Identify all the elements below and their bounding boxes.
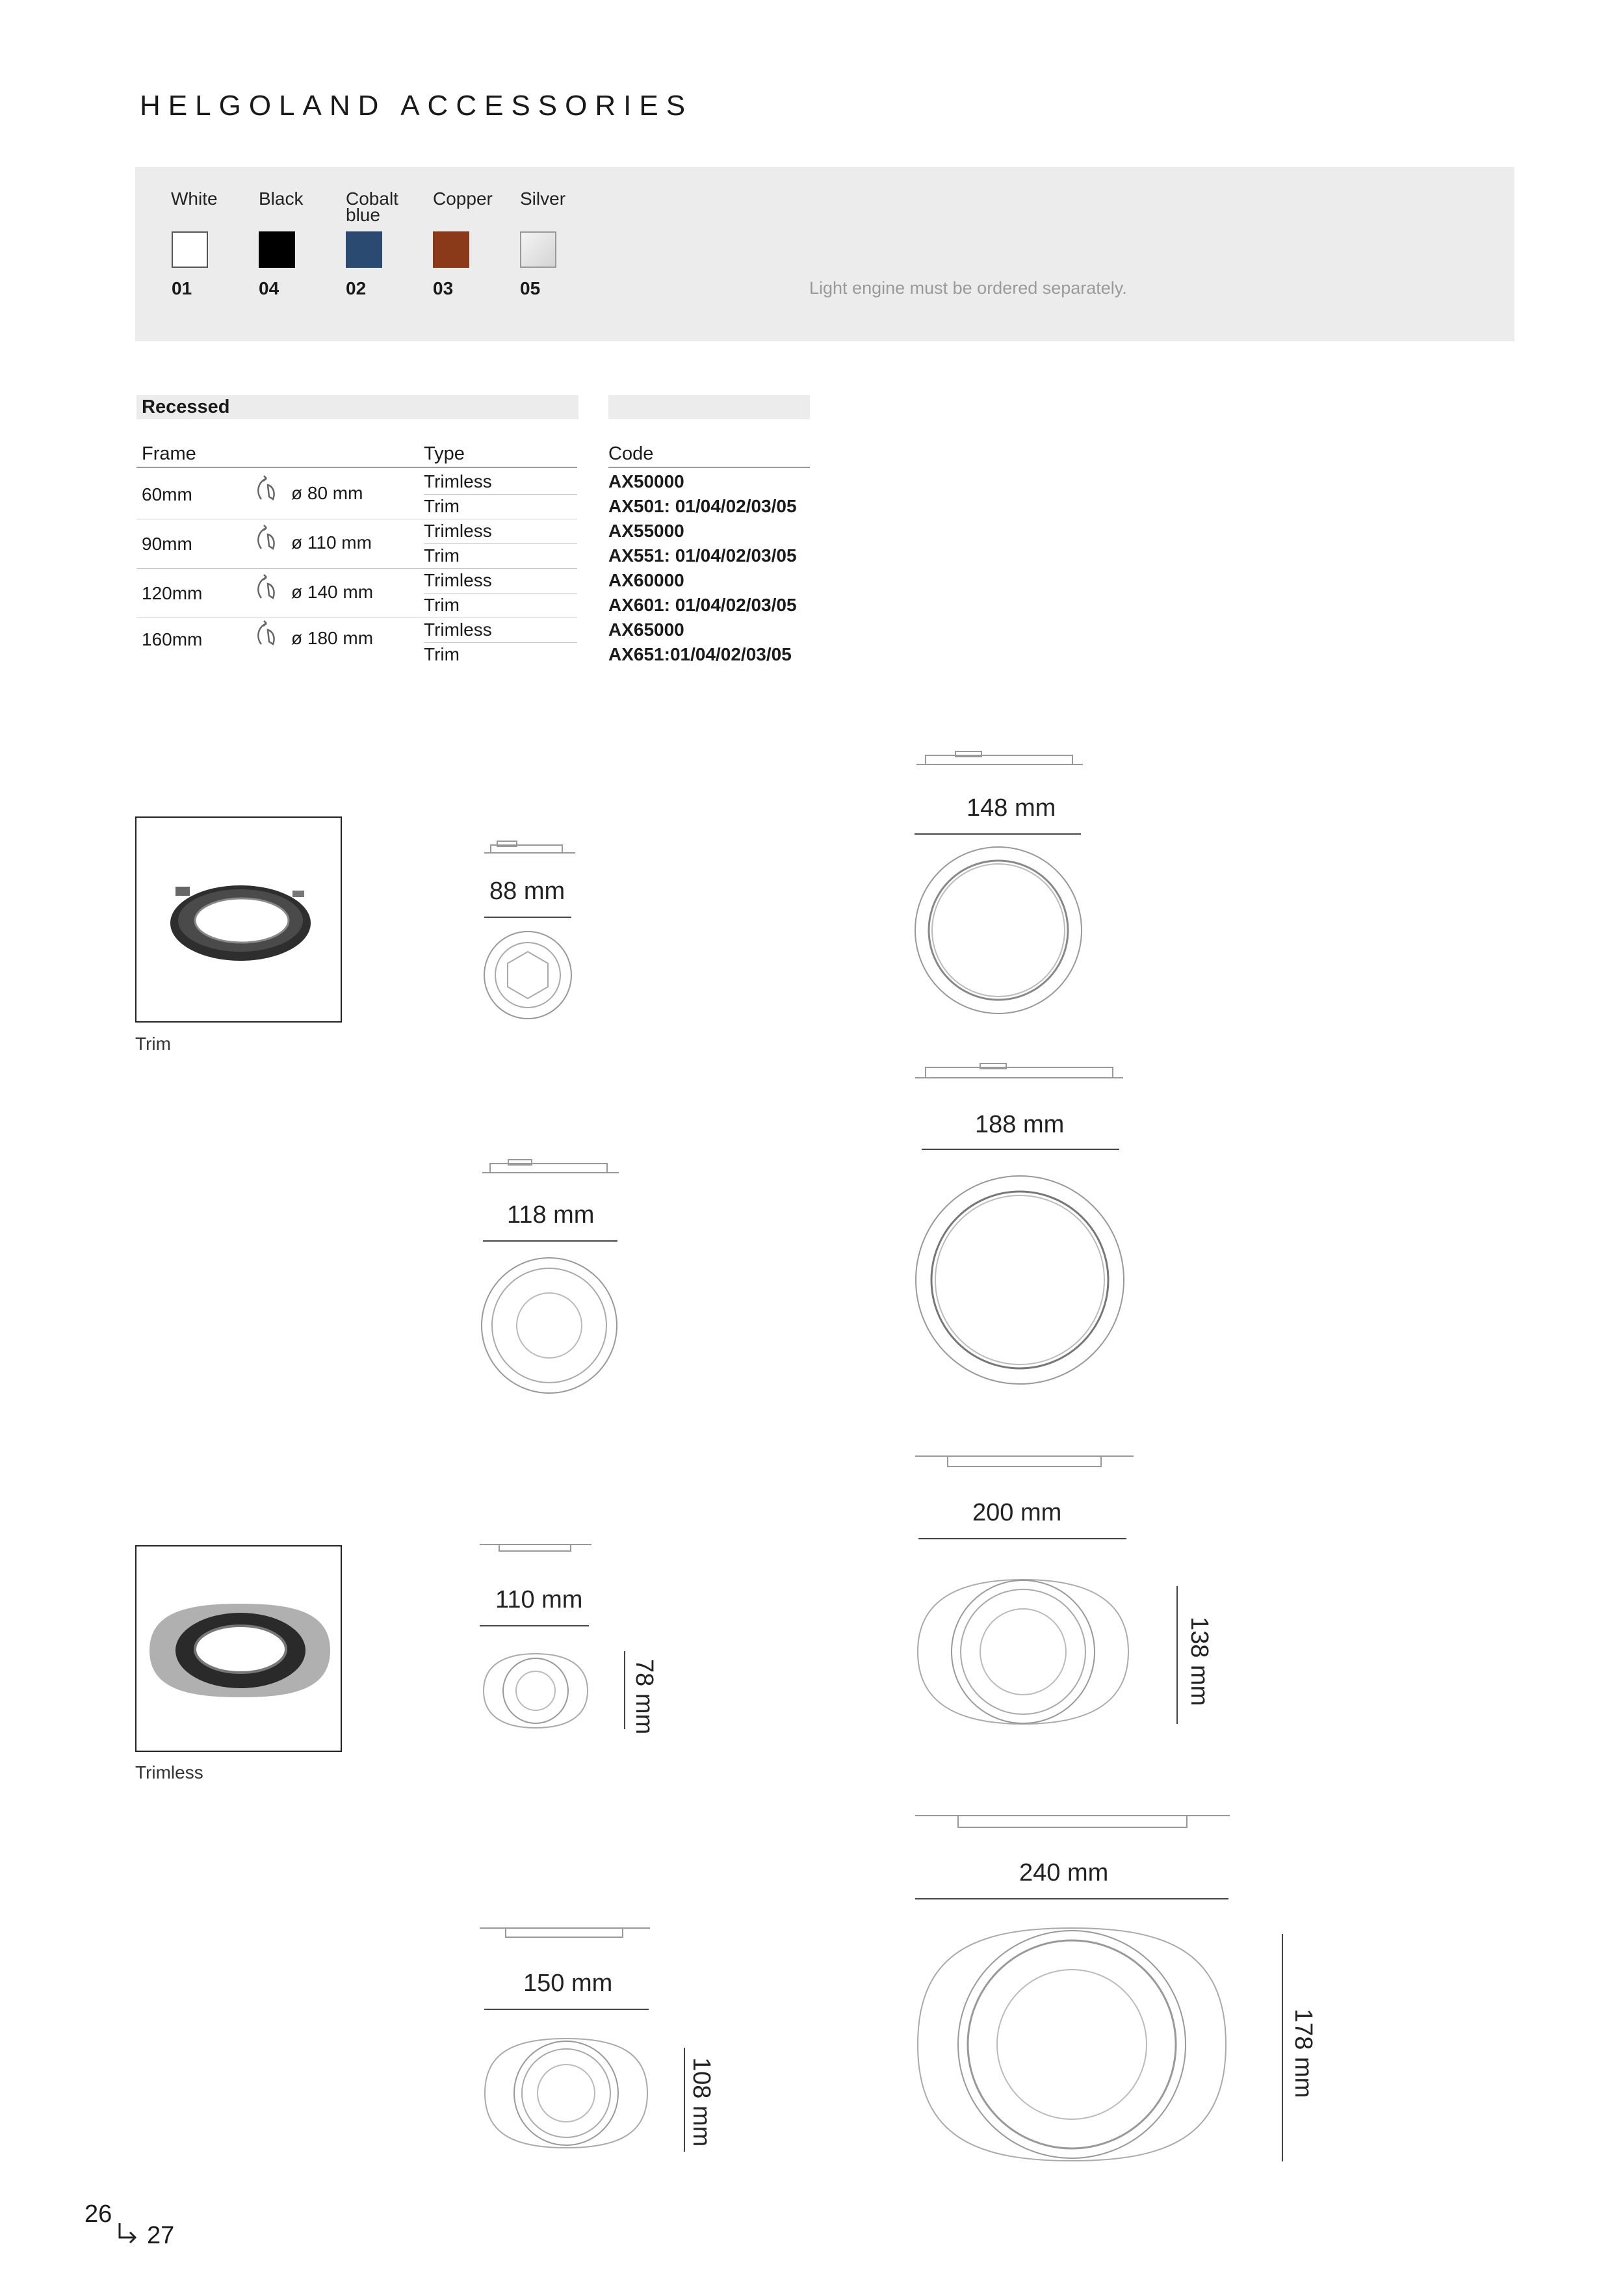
page-title: HELGOLAND ACCESSORIES bbox=[140, 90, 694, 122]
row3-diameter: ø 140 mm bbox=[291, 582, 374, 602]
dim-line bbox=[915, 833, 1081, 835]
swatch-silver bbox=[520, 231, 556, 268]
trimless-110-top-drawing bbox=[480, 1651, 591, 1730]
row2-trim-label: Trim bbox=[424, 545, 460, 566]
trim-118-top-drawing bbox=[480, 1256, 619, 1395]
dim-line-vertical bbox=[624, 1651, 625, 1729]
row2-frame: 90mm bbox=[142, 534, 192, 554]
finish-note: Light engine must be ordered separately. bbox=[809, 278, 1127, 298]
trim-88-side-drawing bbox=[484, 839, 575, 858]
rotate-icon bbox=[255, 524, 281, 554]
rotate-icon bbox=[255, 573, 281, 603]
row4-trimless-label: Trimless bbox=[424, 620, 492, 640]
swatch-cobalt-blue bbox=[346, 231, 382, 268]
trim-photo bbox=[135, 816, 342, 1023]
dim-trimless-178: 178 mm bbox=[1290, 2009, 1317, 2098]
trim-188-top-drawing bbox=[914, 1174, 1126, 1386]
page-arrow-icon bbox=[116, 2222, 142, 2248]
row2-trimless-code: AX55000 bbox=[608, 521, 684, 541]
dim-line bbox=[484, 917, 571, 918]
dim-trimless-240: 240 mm bbox=[1019, 1859, 1109, 1886]
dim-trimless-108: 108 mm bbox=[688, 2057, 715, 2147]
row2-rule bbox=[136, 568, 577, 569]
swatch-black bbox=[259, 231, 295, 268]
row1-trimless-label: Trimless bbox=[424, 471, 492, 491]
trim-88-top-drawing bbox=[482, 930, 573, 1021]
header-rule-code bbox=[608, 467, 810, 468]
col-code: Code bbox=[608, 443, 654, 464]
finishes-panel bbox=[135, 167, 1514, 341]
header-rule bbox=[136, 467, 577, 468]
dim-trimless-138: 138 mm bbox=[1186, 1617, 1213, 1706]
row1-trim-label: Trim bbox=[424, 496, 460, 516]
recessed-heading: Recessed bbox=[142, 397, 230, 417]
row3-trim-label: Trim bbox=[424, 595, 460, 615]
row3-trim-code: AX601: 01/04/02/03/05 bbox=[608, 595, 797, 615]
row3-trimless-label: Trimless bbox=[424, 570, 492, 590]
rotate-icon bbox=[255, 475, 281, 504]
recessed-header-bar bbox=[136, 395, 578, 419]
row3-sub-rule bbox=[424, 593, 577, 594]
finish-label-silver: Silver bbox=[520, 189, 566, 209]
finish-label-black: Black bbox=[259, 189, 304, 209]
row3-frame: 120mm bbox=[142, 583, 203, 603]
finish-code-black: 04 bbox=[259, 278, 279, 298]
trim-148-side-drawing bbox=[916, 749, 1083, 771]
row1-diameter: ø 80 mm bbox=[291, 483, 363, 503]
finish-label-copper: Copper bbox=[433, 189, 493, 209]
row1-trim-code: AX501: 01/04/02/03/05 bbox=[608, 496, 797, 516]
swatch-white bbox=[172, 231, 208, 268]
finish-code-copper: 03 bbox=[433, 278, 454, 298]
dim-trim-118: 118 mm bbox=[507, 1201, 595, 1229]
finish-label-white: White bbox=[171, 189, 218, 209]
row2-trimless-label: Trimless bbox=[424, 521, 492, 541]
trim-caption: Trim bbox=[135, 1034, 171, 1054]
dim-line-vertical bbox=[1176, 1586, 1178, 1724]
finish-label-cobalt-2: blue bbox=[346, 205, 380, 225]
dim-trimless-150: 150 mm bbox=[523, 1970, 613, 1997]
trimless-150-side-drawing bbox=[480, 1923, 650, 1942]
row1-sub-rule bbox=[424, 494, 577, 495]
rotate-icon bbox=[255, 620, 281, 649]
trim-118-side-drawing bbox=[482, 1157, 619, 1179]
dim-trim-188: 188 mm bbox=[975, 1111, 1065, 1138]
row2-diameter: ø 110 mm bbox=[291, 532, 372, 553]
dim-trimless-78: 78 mm bbox=[630, 1659, 658, 1735]
row3-trimless-code: AX60000 bbox=[608, 570, 684, 590]
swatch-copper bbox=[433, 231, 469, 268]
col-frame: Frame bbox=[142, 443, 196, 464]
next-page-link[interactable]: 27 bbox=[147, 2222, 175, 2249]
row4-diameter: ø 180 mm bbox=[291, 628, 374, 648]
trimless-caption: Trimless bbox=[135, 1762, 203, 1782]
col-type: Type bbox=[424, 443, 465, 464]
row1-trimless-code: AX50000 bbox=[608, 471, 684, 491]
row4-frame: 160mm bbox=[142, 629, 203, 649]
row4-trim-label: Trim bbox=[424, 644, 460, 664]
dim-trim-88: 88 mm bbox=[489, 878, 565, 905]
trimless-110-side-drawing bbox=[480, 1539, 591, 1556]
dim-trim-148: 148 mm bbox=[967, 794, 1056, 822]
dim-trimless-200: 200 mm bbox=[972, 1499, 1062, 1526]
trim-188-side-drawing bbox=[915, 1061, 1123, 1084]
trimless-200-side-drawing bbox=[915, 1451, 1134, 1472]
row2-sub-rule bbox=[424, 543, 577, 544]
trimless-240-side-drawing bbox=[915, 1810, 1230, 1833]
trimless-150-top-drawing bbox=[481, 2035, 651, 2152]
row1-frame: 60mm bbox=[142, 484, 192, 504]
dim-trimless-110: 110 mm bbox=[495, 1586, 583, 1613]
finish-code-white: 01 bbox=[172, 278, 192, 298]
dim-line-vertical bbox=[1282, 1934, 1283, 2161]
trimless-240-top-drawing bbox=[914, 1924, 1230, 2165]
row4-trim-code: AX651:01/04/02/03/05 bbox=[608, 644, 792, 664]
trimless-200-top-drawing bbox=[914, 1576, 1132, 1728]
code-header-bar bbox=[608, 395, 810, 419]
row4-sub-rule bbox=[424, 642, 577, 643]
dim-line bbox=[483, 1240, 617, 1242]
finish-label-cobalt: Cobalt bbox=[346, 189, 398, 209]
dim-line bbox=[484, 2009, 649, 2010]
trimless-photo bbox=[135, 1545, 342, 1752]
finish-code-silver: 05 bbox=[520, 278, 541, 298]
finish-code-cobalt: 02 bbox=[346, 278, 367, 298]
dim-line bbox=[915, 1898, 1228, 1899]
dim-line bbox=[480, 1625, 589, 1626]
dim-line-vertical bbox=[684, 2048, 685, 2152]
dim-line bbox=[918, 1538, 1126, 1539]
row2-trim-code: AX551: 01/04/02/03/05 bbox=[608, 545, 797, 566]
page-number: 26 bbox=[84, 2200, 112, 2228]
dim-line bbox=[922, 1149, 1119, 1150]
trim-148-top-drawing bbox=[913, 845, 1084, 1015]
row4-trimless-code: AX65000 bbox=[608, 620, 684, 640]
